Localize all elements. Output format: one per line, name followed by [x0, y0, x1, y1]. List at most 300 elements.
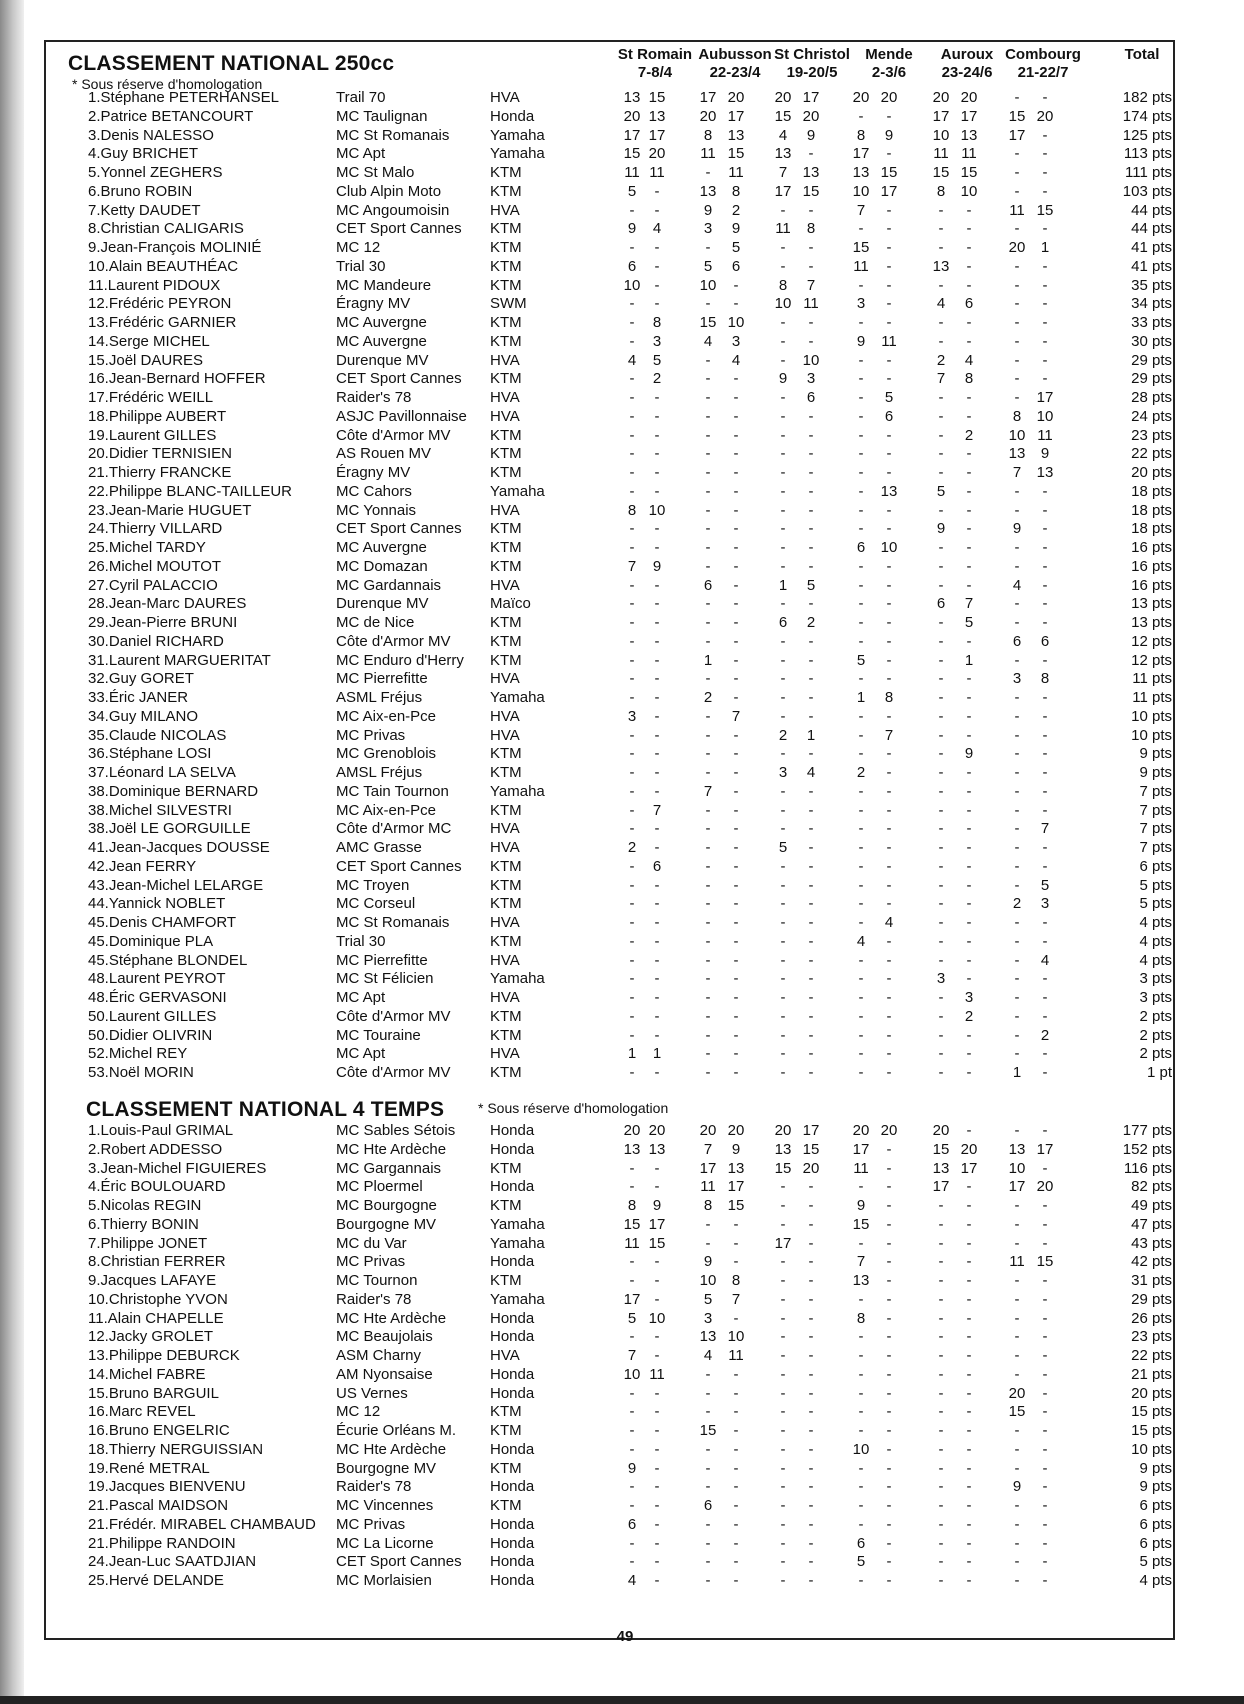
score-cell: - — [629, 201, 635, 219]
score-cell: - — [1042, 295, 1048, 313]
score-cell: 3 — [731, 332, 741, 350]
score-cell: - — [654, 539, 660, 556]
motorcycle-brand: KTM — [490, 1026, 522, 1044]
score-cell: - — [886, 1140, 892, 1158]
score-cell: - — [938, 989, 944, 1006]
score-cell: - — [780, 1534, 786, 1552]
score-cell: 5 — [964, 614, 974, 631]
rider-cell — [88, 482, 292, 501]
club-name: Bourgogne MV — [336, 1215, 437, 1233]
score-cell: - — [938, 407, 944, 425]
rider-name: Daniel RICHARD — [108, 632, 224, 650]
score-cell: - — [733, 482, 739, 500]
rider-name: Guy GORET — [108, 670, 194, 688]
score-cell: 17 — [802, 89, 820, 106]
score-cell: - — [966, 1497, 972, 1514]
score-cell: 8 — [627, 501, 637, 519]
table-row — [0, 1571, 1244, 1590]
club-name: Raider's 78 — [336, 1478, 412, 1496]
score-cell: - — [654, 1403, 660, 1421]
score-cell: - — [705, 895, 711, 913]
score-cell: 4 — [731, 351, 741, 369]
rider-cell — [88, 744, 211, 763]
rider-cell — [88, 819, 251, 838]
rank-number: 50. — [88, 1007, 109, 1025]
score-cell: 9 — [856, 1197, 866, 1214]
score-cell: 5 — [703, 257, 713, 275]
race-header — [852, 46, 926, 82]
score-cell: - — [629, 1026, 635, 1044]
score-cell: - — [938, 1403, 944, 1421]
score-cell: - — [886, 951, 892, 969]
total-points: 9 pts — [1139, 1478, 1172, 1496]
rider-name: Guy BRICHET — [100, 145, 199, 163]
total-points: 20 pts — [1131, 464, 1172, 481]
total-points: 111 pts — [1125, 164, 1172, 181]
score-cell: - — [858, 839, 864, 856]
table-row — [0, 257, 1244, 276]
score-cell: 5 — [778, 839, 788, 856]
score-cell: 9 — [964, 745, 974, 763]
score-cell: 4 — [703, 332, 713, 350]
club-name: MC Pierrefitte — [336, 951, 428, 969]
score-cell: 11 — [961, 145, 977, 163]
score-cell: 5 — [1040, 876, 1050, 894]
table-row — [0, 1309, 1244, 1328]
motorcycle-brand: Maïco — [490, 595, 531, 613]
score-cell: - — [966, 1328, 972, 1346]
score-cell: - — [654, 670, 660, 688]
score-cell: - — [938, 1572, 944, 1589]
score-cell: - — [966, 1197, 972, 1214]
score-cell: - — [1042, 1459, 1048, 1477]
total-points: 12 pts — [1131, 651, 1172, 669]
club-name: MC Hte Ardèche — [336, 1440, 447, 1458]
score-cell: 2 — [1040, 1026, 1050, 1044]
rider-name: Laurent MARGUERITAT — [108, 651, 271, 669]
rank-number: 32. — [88, 670, 109, 688]
table-row — [0, 744, 1244, 763]
score-cell: - — [780, 1478, 786, 1496]
table-row — [0, 951, 1244, 970]
score-cell: - — [733, 970, 739, 988]
score-cell: - — [654, 1497, 660, 1514]
score-cell: 1 — [1012, 1064, 1022, 1081]
score-cell: - — [654, 839, 660, 856]
club-name: Écurie Orléans M. — [336, 1422, 457, 1439]
score-cell: - — [705, 932, 711, 950]
rider-cell — [88, 1440, 263, 1459]
rider-cell — [88, 182, 192, 201]
score-cell: 10 — [960, 182, 978, 200]
score-cell: - — [886, 670, 892, 688]
score-cell: - — [780, 501, 786, 519]
race-dates: 19-20/5 — [786, 64, 838, 81]
total-points: 4 pts — [1139, 932, 1172, 950]
rider-cell — [88, 707, 198, 726]
score-cell: - — [808, 707, 814, 725]
table-row — [0, 594, 1244, 613]
table-row — [0, 819, 1244, 838]
rank-number: 24. — [88, 1553, 109, 1571]
rank-number: 45. — [88, 914, 109, 931]
score-cell: 20 — [1036, 1178, 1054, 1196]
score-cell: - — [780, 951, 786, 969]
score-cell: 1 — [703, 651, 713, 669]
rank-number: 23. — [88, 501, 109, 519]
score-cell: - — [780, 239, 786, 256]
table-row — [0, 1140, 1244, 1159]
table-row — [0, 1327, 1244, 1346]
total-points: 6 pts — [1139, 1515, 1172, 1533]
table-row — [0, 426, 1244, 445]
score-cell: 10 — [880, 539, 898, 556]
motorcycle-brand: KTM — [490, 445, 522, 463]
score-cell: - — [629, 1534, 635, 1552]
score-cell: - — [1042, 1122, 1048, 1139]
score-cell: - — [966, 220, 972, 238]
score-cell: 8 — [1012, 407, 1022, 425]
score-cell: - — [1042, 482, 1048, 500]
score-cell: 20 — [880, 89, 898, 106]
score-cell: - — [705, 1534, 711, 1552]
score-cell: - — [966, 857, 972, 875]
score-cell: - — [705, 1440, 711, 1458]
score-cell: - — [808, 1178, 814, 1196]
rider-name: Yonnel ZEGHERS — [100, 164, 223, 181]
score-cell: - — [629, 689, 635, 706]
score-cell: - — [780, 1272, 786, 1289]
total-points: 26 pts — [1131, 1309, 1172, 1327]
score-cell: 8 — [884, 689, 894, 706]
club-name: MC Apt — [336, 989, 386, 1006]
club-name: CET Sport Cannes — [336, 857, 462, 875]
score-cell: - — [858, 1045, 864, 1063]
score-cell: - — [733, 520, 739, 538]
rider-cell — [88, 463, 231, 482]
rider-cell — [88, 1196, 201, 1215]
score-cell: - — [938, 1215, 944, 1233]
table-row — [0, 1459, 1244, 1478]
rider-cell — [88, 782, 258, 801]
motorcycle-brand: Yamaha — [490, 970, 545, 988]
score-cell: - — [808, 745, 814, 763]
rider-name: Frédér. MIRABEL CHAMBAUD — [108, 1515, 316, 1533]
score-cell: 15 — [960, 164, 978, 181]
score-cell: - — [1042, 614, 1048, 631]
score-cell: 17 — [727, 1178, 745, 1196]
club-name: Bourgogne MV — [336, 1459, 437, 1477]
score-cell: - — [938, 1197, 944, 1214]
score-cell: 20 — [699, 107, 717, 125]
score-cell: - — [1014, 614, 1020, 631]
rank-number: 18. — [88, 1440, 109, 1458]
score-cell: - — [733, 1064, 739, 1081]
score-cell: 4 — [627, 1572, 637, 1589]
score-cell: - — [938, 932, 944, 950]
total-points: 177 pts — [1122, 1122, 1172, 1139]
score-cell: - — [966, 1478, 972, 1496]
rider-cell — [88, 444, 232, 463]
score-cell: - — [780, 1253, 786, 1271]
score-cell: 15 — [774, 1159, 792, 1177]
rank-number: 26. — [88, 557, 109, 575]
score-cell: - — [808, 632, 814, 650]
score-cell: - — [966, 1553, 972, 1571]
score-cell: - — [629, 576, 635, 594]
rank-number: 37. — [88, 764, 109, 781]
rider-name: Alain CHAPELLE — [107, 1309, 224, 1327]
rank-number: 33. — [88, 689, 109, 706]
score-cell: 15 — [727, 145, 745, 163]
score-cell: 15 — [774, 107, 792, 125]
score-cell: - — [886, 1347, 892, 1364]
score-cell: - — [966, 520, 972, 538]
rank-number: 45. — [88, 932, 109, 950]
score-cell: - — [1042, 520, 1048, 538]
score-cell: 2 — [856, 764, 866, 781]
score-cell: - — [1042, 332, 1048, 350]
club-name: Durenque MV — [336, 351, 429, 369]
score-cell: 7 — [856, 201, 866, 219]
score-cell: - — [966, 689, 972, 706]
score-cell: - — [780, 426, 786, 444]
motorcycle-brand: HVA — [490, 407, 520, 425]
rider-name: Frédéric WEILL — [108, 389, 214, 406]
motorcycle-brand: KTM — [490, 764, 522, 781]
race-dates: 23-24/6 — [941, 64, 993, 81]
score-cell: - — [1042, 501, 1048, 519]
rider-cell — [88, 669, 194, 688]
score-cell: 10 — [852, 1440, 870, 1458]
total-points: 7 pts — [1139, 839, 1172, 856]
score-cell: - — [938, 1272, 944, 1289]
score-cell: - — [808, 539, 814, 556]
score-cell: - — [654, 1534, 660, 1552]
score-cell: 15 — [852, 1215, 870, 1233]
score-cell: 1 — [856, 689, 866, 706]
score-cell: 15 — [932, 1140, 950, 1158]
motorcycle-brand: KTM — [490, 332, 522, 350]
score-cell: - — [733, 501, 739, 519]
score-cell: - — [629, 1253, 635, 1271]
score-cell: - — [1014, 539, 1020, 556]
total-points: 49 pts — [1131, 1197, 1172, 1214]
rider-name: Yannick NOBLET — [108, 895, 226, 913]
score-cell: - — [938, 726, 944, 744]
motorcycle-brand: Honda — [490, 1178, 535, 1196]
score-cell: 7 — [703, 782, 713, 800]
score-cell: - — [1042, 1553, 1048, 1571]
score-cell: - — [886, 370, 892, 388]
score-cell: - — [1042, 1478, 1048, 1496]
score-cell: - — [808, 1347, 814, 1364]
score-cell: - — [1014, 782, 1020, 800]
score-cell: - — [938, 1422, 944, 1439]
score-cell: - — [886, 445, 892, 463]
score-cell: - — [654, 726, 660, 744]
rank-number: 19. — [88, 426, 109, 444]
score-cell: - — [629, 1064, 635, 1081]
score-cell: - — [733, 839, 739, 856]
club-name: MC Gargannais — [336, 1159, 442, 1177]
score-cell: - — [654, 1253, 660, 1271]
score-cell: 20 — [802, 1159, 820, 1177]
score-cell: - — [886, 1197, 892, 1214]
score-cell: - — [858, 707, 864, 725]
rank-number: 14. — [88, 332, 109, 350]
total-points: 35 pts — [1131, 276, 1172, 294]
rank-number: 4. — [88, 145, 101, 163]
score-cell: 4 — [884, 914, 894, 931]
motorcycle-brand: KTM — [490, 801, 522, 819]
score-cell: 20 — [960, 1140, 978, 1158]
score-cell: 2 — [936, 351, 946, 369]
rider-cell — [88, 1159, 266, 1178]
score-cell: 8 — [731, 182, 741, 200]
rider-cell — [88, 557, 221, 576]
score-cell: - — [938, 651, 944, 669]
score-cell: 6 — [856, 539, 866, 556]
score-cell: 4 — [1040, 951, 1050, 969]
score-cell: - — [780, 1309, 786, 1327]
score-cell: 2 — [778, 726, 788, 744]
motorcycle-brand: Yamaha — [490, 1234, 545, 1252]
score-cell: - — [938, 1007, 944, 1025]
score-cell: - — [654, 876, 660, 894]
score-cell: - — [733, 1026, 739, 1044]
rider-name: Michel TARDY — [108, 539, 206, 556]
rider-cell — [88, 1234, 207, 1253]
table-row — [0, 1402, 1244, 1421]
score-cell: 9 — [652, 557, 662, 575]
score-cell: - — [1014, 1290, 1020, 1308]
score-cell: 13 — [932, 1159, 950, 1177]
rider-cell — [88, 426, 216, 445]
rider-name: Michel SILVESTRI — [108, 801, 232, 819]
score-cell: - — [886, 820, 892, 838]
score-cell: - — [705, 632, 711, 650]
score-cell: - — [654, 464, 660, 481]
total-points: 7 pts — [1139, 801, 1172, 819]
score-cell: - — [886, 239, 892, 256]
club-name: MC Bourgogne — [336, 1197, 437, 1214]
total-points: 15 pts — [1131, 1403, 1172, 1421]
rider-name: Noël MORIN — [108, 1064, 194, 1081]
table-row — [0, 913, 1244, 932]
score-cell: - — [629, 295, 635, 313]
score-cell: - — [966, 1365, 972, 1383]
score-cell: - — [705, 1515, 711, 1533]
score-cell: - — [1042, 126, 1048, 144]
score-cell: 10 — [699, 276, 717, 294]
score-cell: 5 — [627, 182, 637, 200]
score-cell: - — [629, 632, 635, 650]
score-cell: 8 — [806, 220, 816, 238]
total-points: 13 pts — [1131, 595, 1172, 613]
table-row — [0, 1534, 1244, 1553]
score-cell: - — [938, 1234, 944, 1252]
table-row — [0, 294, 1244, 313]
score-cell: 10 — [932, 126, 950, 144]
score-cell: 9 — [627, 220, 637, 238]
score-cell: - — [733, 1553, 739, 1571]
score-cell: - — [780, 914, 786, 931]
score-cell: - — [966, 1215, 972, 1233]
score-cell: - — [705, 1572, 711, 1589]
rank-number: 13. — [88, 314, 109, 331]
score-cell: 11 — [853, 1159, 869, 1177]
rank-number: 21. — [88, 464, 109, 481]
score-cell: - — [780, 1497, 786, 1514]
score-cell: 13 — [727, 126, 745, 144]
score-cell: - — [858, 482, 864, 500]
score-cell: - — [966, 1290, 972, 1308]
score-cell: - — [733, 726, 739, 744]
score-cell: - — [780, 689, 786, 706]
table-row — [0, 669, 1244, 688]
rider-name: Philippe DEBURCK — [108, 1347, 240, 1364]
score-cell: - — [808, 1064, 814, 1081]
motorcycle-brand: HVA — [490, 389, 520, 406]
club-name: MC Vincennes — [336, 1497, 434, 1514]
rank-number: 42. — [88, 857, 109, 875]
club-name: Trail 70 — [336, 89, 386, 106]
race-name: St Romain — [617, 46, 693, 63]
total-points: 125 pts — [1122, 126, 1172, 144]
score-cell: - — [1042, 764, 1048, 781]
motorcycle-brand: Honda — [490, 1515, 535, 1533]
score-cell: 1 — [1040, 239, 1050, 256]
score-cell: - — [629, 445, 635, 463]
score-cell: 20 — [648, 1122, 666, 1139]
rank-number: 21. — [88, 1534, 109, 1552]
rank-number: 31. — [88, 651, 109, 669]
club-name: MC Pierrefitte — [336, 670, 428, 688]
rider-cell — [88, 1365, 206, 1384]
table-row — [0, 1044, 1244, 1063]
score-cell: - — [858, 876, 864, 894]
score-cell: - — [1042, 1440, 1048, 1458]
score-cell: 4 — [1012, 576, 1022, 594]
score-cell: - — [938, 689, 944, 706]
score-cell: - — [1014, 351, 1020, 369]
score-cell: - — [808, 914, 814, 931]
score-cell: 4 — [964, 351, 974, 369]
score-cell: 7 — [778, 164, 788, 181]
score-cell: 15 — [1008, 107, 1026, 125]
table-row — [0, 538, 1244, 557]
rider-cell — [88, 576, 218, 595]
score-cell: - — [780, 1515, 786, 1533]
score-cell: 3 — [627, 707, 637, 725]
score-cell: - — [780, 445, 786, 463]
score-cell: 6 — [884, 407, 894, 425]
table-row — [0, 763, 1244, 782]
score-cell: - — [886, 220, 892, 238]
score-cell: - — [938, 1045, 944, 1063]
total-points: 16 pts — [1131, 576, 1172, 594]
motorcycle-brand: KTM — [490, 220, 522, 238]
score-cell: 5 — [884, 389, 894, 406]
motorcycle-brand: KTM — [490, 239, 522, 256]
rank-number: 20. — [88, 445, 109, 463]
motorcycle-brand: HVA — [490, 670, 520, 688]
total-points: 47 pts — [1131, 1215, 1172, 1233]
score-cell: 3 — [703, 220, 713, 238]
score-cell: 17 — [774, 182, 792, 200]
rider-name: Hervé DELANDE — [108, 1572, 224, 1589]
